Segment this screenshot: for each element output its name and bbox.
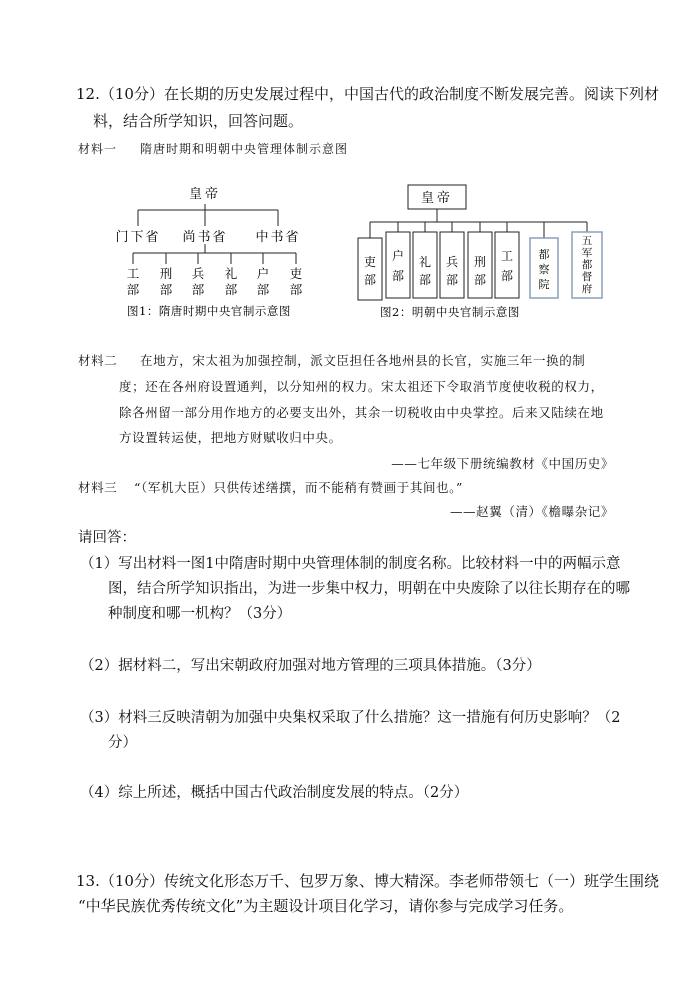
q12-line1: 12.（10分）在长期的历史发展过程中，中国古代的政治制度不断发展完善。阅读下列材 [76,85,659,103]
fig1-ministry-bing: 兵 [191,266,205,281]
fig2-box-lii-top: 礼 [418,255,432,269]
fig1-ministry-bing-bu: 部 [191,282,205,297]
fig2-box8-char5: 府 [581,283,593,295]
fig2-box7-char2: 察 [538,263,550,276]
fig1-ministry-li-bu: 部 [224,282,238,297]
q12-line2: 料，结合所学知识，回答问题。 [93,112,304,130]
material2-source: ——七年级下册统编教材《中国历史》 [391,456,614,471]
material3-source: ——赵翼（清）《檐曝杂记》 [449,504,614,519]
fig2-box-xing-bottom: 部 [473,273,487,287]
fig2-box-bing-bottom: 部 [445,273,459,287]
material2-line4: 方设置转运使，把地方财赋收归中央。 [119,430,342,445]
material2-line2: 度；还在各州府设置通判，以分知州的权力。宋太祖还下令取消节度使收税的权力， [119,379,604,394]
fig2-box-gong-top: 工 [500,249,514,263]
fig2-diagram [350,180,610,325]
fig1-ministry-gong-bu: 部 [126,282,140,297]
question-1-line2: 图，结合所学知识指出，为进一步集中权力，明朝在中央废除了以往长期存在的哪 [108,581,630,597]
fig2-box7-char1: 都 [538,248,550,261]
fig2-emperor: 皇帝 [420,191,454,206]
fig1-emperor: 皇帝 [188,187,222,202]
fig2-caption: 图2：明朝中央官制示意图 [380,305,520,319]
fig1-ministry-libu-bu: 部 [289,282,303,297]
fig2-box-xing-top: 刑 [473,255,487,269]
fig2-box-gong-bottom: 部 [500,269,514,283]
material1-title: 隋唐时期和明朝中央管理体制示意图 [140,142,349,156]
fig2-box-hu-bottom: 部 [391,269,405,283]
fig1-province-shangshu: 尚书省 [182,230,228,245]
material1-label: 材料一 [78,142,118,156]
fig2-box8-char3: 都 [581,259,593,271]
fig1-diagram [100,178,340,323]
fig2-box8-char2: 军 [581,247,593,259]
fig2-box-hu-top: 户 [391,249,405,263]
answer-prompt: 请回答： [78,530,136,546]
q13-line2: “中华民族优秀传统文化”为主题设计项目化学习，请你参与完成学习任务。 [78,897,574,915]
material2-label: 材料二 [78,353,118,368]
question-1-line1: （1）写出材料一图1中隋唐时期中央管理体制的制度名称。比较材料一中的两幅示意 [80,556,621,572]
fig1-ministry-li: 礼 [224,266,238,281]
fig1-caption: 图1：隋唐时期中央官制示意图 [127,304,291,318]
fig2-box8-char4: 督 [581,271,593,283]
fig2-box7-char3: 院 [538,278,550,291]
fig1-province-menxia: 门下省 [115,230,161,245]
fig1-ministry-xing-bu: 部 [159,282,173,297]
question-3-line1: （3）材料三反映清朝为加强中央集权采取了什么措施？这一措施有何历史影响？（2 [80,710,621,726]
material2-line1: 在地方，宋太祖为加强控制，派文臣担任各地州县的长官，实施三年一换的制 [140,353,586,368]
fig1-ministry-libu: 吏 [289,266,303,281]
fig2-box-li-top: 吏 [363,255,377,269]
question-2: （2）据材料二，写出宋朝政府加强对地方管理的三项具体措施。（3分） [80,658,541,674]
question-1-line3: 种制度和哪一机构？（3分） [108,606,292,622]
fig1-ministry-xing: 刑 [159,266,173,281]
fig2-box-bing-top: 兵 [445,255,459,269]
material3-quote: “（军机大臣）只供传述缮撰，而不能稍有赞画于其间也。” [134,480,463,495]
fig1-ministry-gong: 工 [126,266,140,281]
q13-line1: 13.（10分）传统文化形态万千、包罗万象、博大精深。李老师带领七（一）班学生围绕 [76,872,659,890]
material2-line3: 除各州留一部分用作地方的必要支出外，其余一切税收由中央掌控。后来又陆续在地 [119,405,604,420]
fig2-box8-char1: 五 [581,235,593,247]
fig2-box-li-bottom: 部 [363,273,377,287]
fig1-ministry-hu-bu: 部 [256,282,270,297]
fig1-ministry-hu: 户 [256,266,270,281]
fig1-province-zhongshu: 中书省 [255,230,301,245]
material3-label: 材料三 [78,480,118,495]
fig2-box-lii-bottom: 部 [418,273,432,287]
question-4: （4）综上所述，概括中国古代政治制度发展的特点。（2分） [80,785,469,801]
question-3-line2: 分） [108,735,137,751]
